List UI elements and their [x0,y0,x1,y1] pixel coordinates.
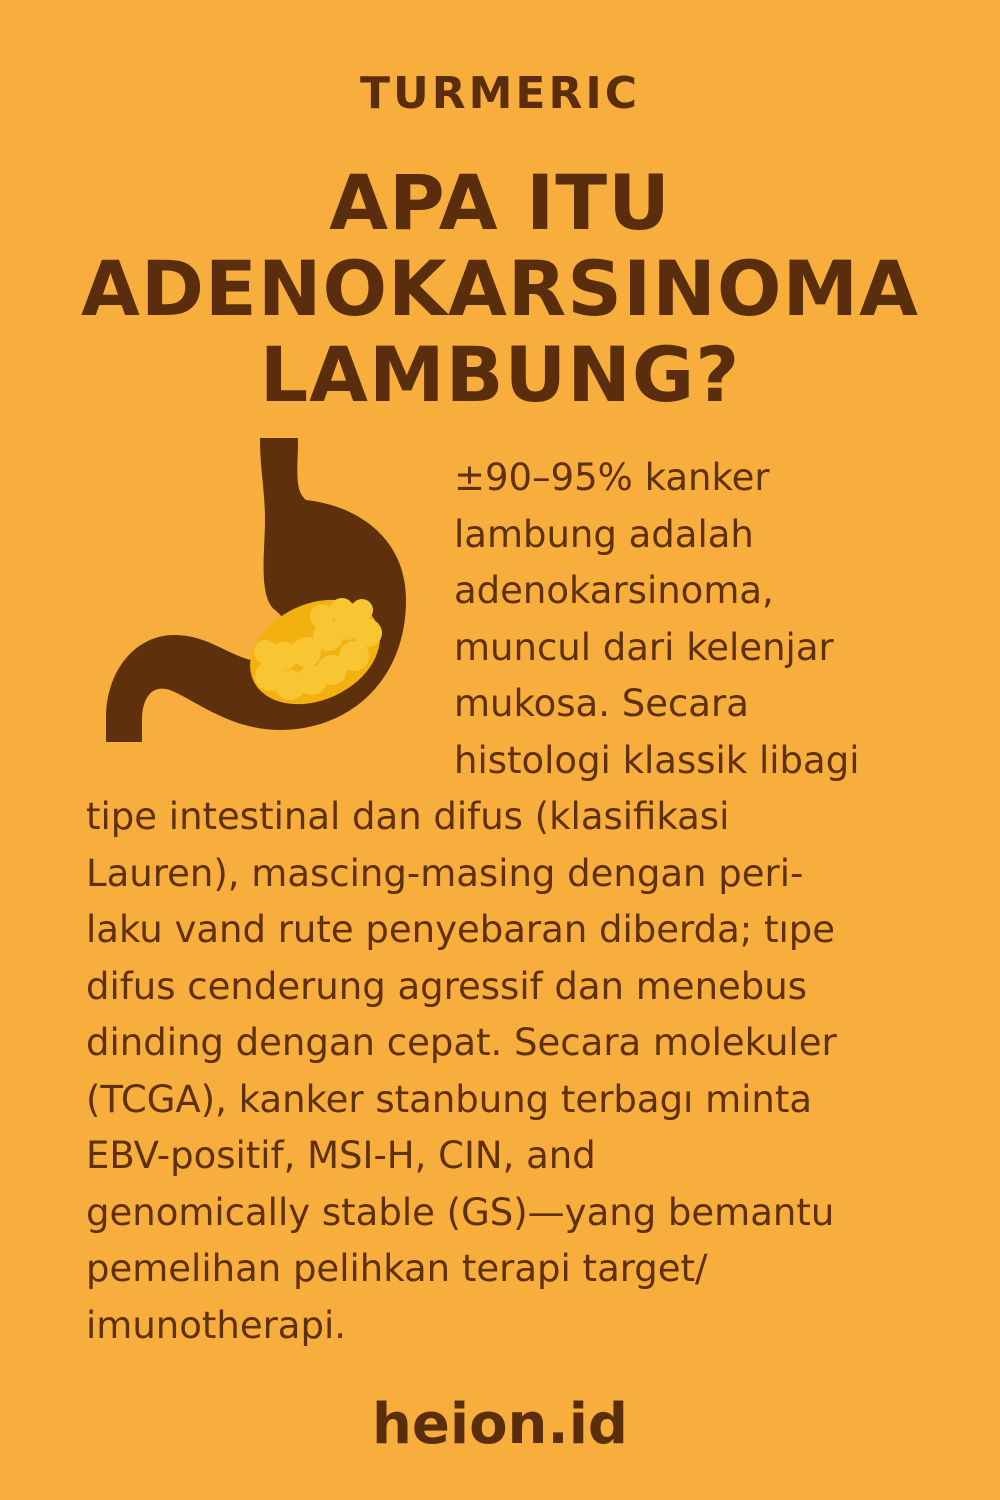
body-line: laku vand rute penyebaran diberda; tıpe [86,908,836,951]
body-line: dinding dengan cepat. Secara molekuler [86,1021,837,1064]
body-line: histologi klassik libagi [454,738,860,782]
body-line: EBV-positif, MSI-H, CIN, and [86,1134,596,1177]
body-line: difus cenderung agressif dan menebus [86,964,807,1008]
body-line: tipe intestinal dan difus (klasifikasi [86,795,730,838]
title-line-2: ADENOKARSINOMA [81,244,919,333]
title-line-1: APA ITU [329,158,671,247]
body-line: mukosa. Secara [454,682,749,725]
body-paragraph [86,450,916,1354]
page-title [0,160,1000,418]
brand-label: TURMERIC [359,68,640,119]
title-line-3: LAMBUNG? [259,330,741,419]
body-line: muncul dari kelenjar [454,625,834,669]
body-line: (TCGA), kanker stanbung terbagı minta [86,1077,813,1121]
body-line: imunotherapi. [86,1303,346,1347]
body-line: genomically stable (GS)—yang bemantu [86,1190,835,1234]
body-line: adenokarsinoma, [454,569,774,612]
body-line: Lauren), mascing-masing dengan peri- [86,851,804,895]
body-line: ±90–95% kanker [454,456,770,499]
body-line: lambung adalah [454,512,754,556]
footer-website: heion.id [372,1392,628,1457]
body-line: pemelihan pelihkan terapi target/ [86,1247,708,1290]
